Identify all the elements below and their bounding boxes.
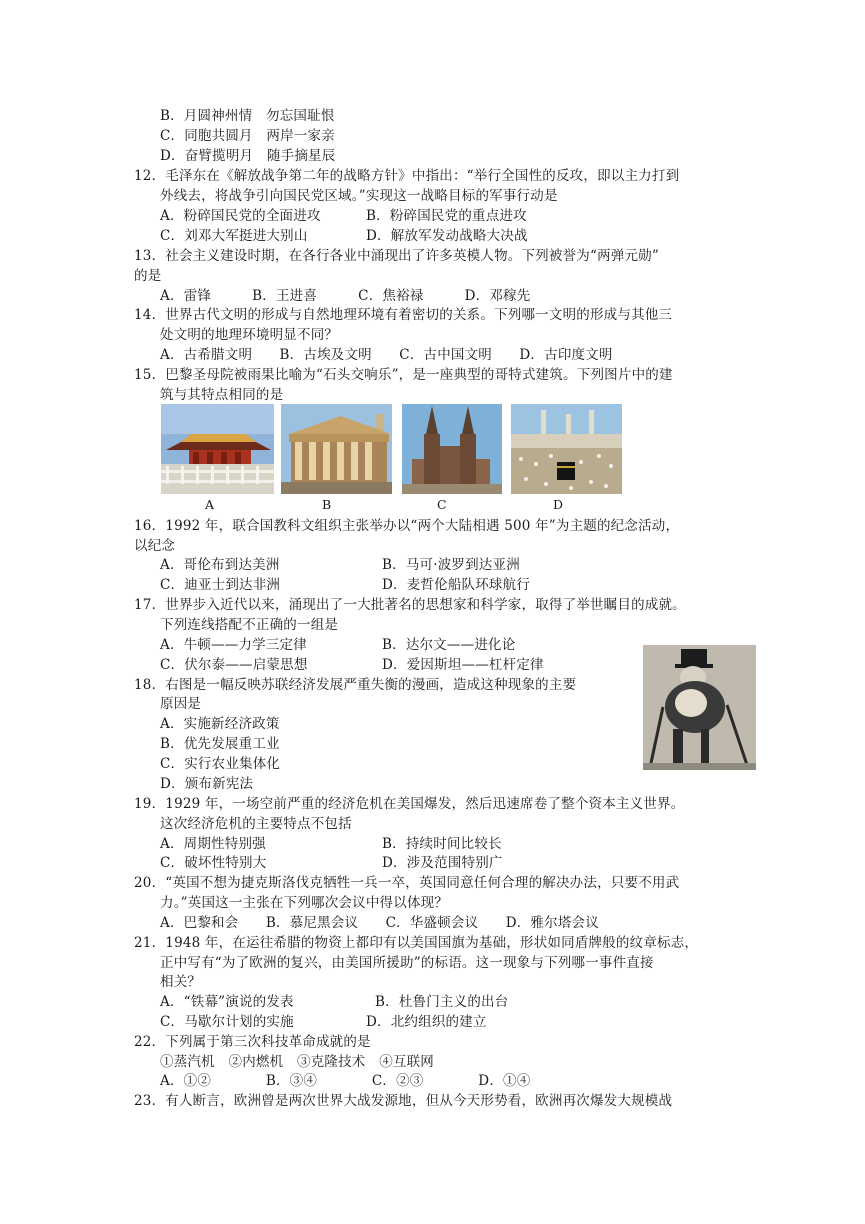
q12-option-c: C．刘邓大军挺进大别山 bbox=[160, 228, 308, 244]
q12-stem-line1: 12．毛泽东在《解放战争第二年的战略方针》中指出：“举行全国性的反攻，即以主力打到 bbox=[134, 168, 680, 184]
q22-items: ①蒸汽机 ②内燃机 ③克隆技术 ④互联网 bbox=[160, 1054, 434, 1070]
q21-option-a: A．“铁幕”演说的发表 bbox=[160, 994, 294, 1010]
q21-stem-line3: 相关？ bbox=[160, 974, 202, 990]
photo-forbidden-city bbox=[161, 404, 274, 494]
q11-option-c: C．同胞共圆月 两岸一家亲 bbox=[160, 128, 335, 144]
photo-mecca-kaaba bbox=[511, 404, 622, 494]
q17-option-d: D．爱因斯坦——杠杆定律 bbox=[382, 657, 544, 673]
image-caption-b: B bbox=[322, 497, 332, 512]
q11-option-d: D．奋臂揽明月 随手摘星辰 bbox=[160, 148, 336, 164]
q12-option-b: B．粉碎国民党的重点进攻 bbox=[366, 208, 527, 224]
q11-option-b: B．月圆神州情 勿忘国耻恨 bbox=[160, 108, 335, 124]
q19-stem-line2: 这次经济危机的主要特点不包括 bbox=[160, 816, 352, 832]
image-caption-d: D bbox=[553, 497, 564, 512]
photo-cologne-cathedral bbox=[402, 404, 502, 494]
q14-options: A．古希腊文明 B．古埃及文明 C．古中国文明 D．古印度文明 bbox=[160, 347, 613, 363]
photo-pantheon bbox=[281, 404, 392, 494]
q18-option-a: A．实施新经济政策 bbox=[160, 716, 280, 732]
q12-option-d: D．解放军发动战略大决战 bbox=[366, 228, 528, 244]
q16-option-b: B．马可·波罗到达亚洲 bbox=[382, 557, 520, 573]
q20-stem-line2: 力。”英国这一主张在下列哪次会议中得以体现？ bbox=[160, 895, 449, 911]
q18-stem-line2: 原因是 bbox=[160, 696, 202, 712]
q21-stem-line1: 21．1948 年，在运往希腊的物资上都印有以美国国旗为基础，形状如同盾牌般的纹章标志， bbox=[134, 935, 699, 951]
q19-option-d: D．涉及范围特别广 bbox=[382, 855, 503, 871]
q17-stem-line1: 17．世界步入近代以来，涌现出了一大批著名的思想家和科学家，取得了举世瞩目的成就。 bbox=[134, 597, 686, 613]
q13-options: A．雷锋 B．王进喜 C．焦裕禄 D．邓稼先 bbox=[160, 288, 531, 304]
q17-option-b: B．达尔文——进化论 bbox=[382, 637, 516, 653]
q16-option-c: C．迪亚士到达非洲 bbox=[160, 577, 281, 593]
q20-stem-line1: 20．“英国不想为捷克斯洛伐克牺牲一兵一卒，英国同意任何合理的解决办法，只要不用武 bbox=[134, 875, 680, 891]
q14-stem-line2: 处文明的地理环境明显不同？ bbox=[160, 327, 339, 343]
q16-option-d: D．麦哲伦船队环球航行 bbox=[382, 577, 531, 593]
q14-stem-line1: 14．世界古代文明的形成与自然地理环境有着密切的关系。下列哪一文明的形成与其他三 bbox=[134, 307, 673, 323]
q15-stem-line1: 15．巴黎圣母院被雨果比喻为“石头交响乐”，是一座典型的哥特式建筑。下列图片中的建 bbox=[134, 367, 673, 383]
q22-options: A．①② B．③④ C．②③ D．①④ bbox=[160, 1073, 531, 1089]
q12-option-a: A．粉碎国民党的全面进攻 bbox=[160, 208, 321, 224]
q13-stem-line1: 13．社会主义建设时期，在各行各业中涌现出了许多英模人物。下列被誉为“两弹元勋” bbox=[134, 248, 659, 264]
q18-option-d: D．颁布新宪法 bbox=[160, 776, 254, 792]
q22-stem: 22．下列属于第三次科技革命成就的是 bbox=[134, 1034, 371, 1050]
q19-stem-line1: 19．1929 年，一场空前严重的经济危机在美国爆发，然后迅速席卷了整个资本主义世界。 bbox=[134, 796, 685, 812]
q13-stem-line2: 的是 bbox=[134, 268, 162, 284]
q12-stem-line2: 外线去，将战争引向国民党区域。”实现这一战略目标的军事行动是 bbox=[160, 188, 558, 204]
q18-option-b: B．优先发展重工业 bbox=[160, 736, 280, 752]
image-caption-a: A bbox=[205, 497, 215, 512]
q20-options: A．巴黎和会 B．慕尼黑会议 C．华盛顿会议 D．雅尔塔会议 bbox=[160, 915, 599, 931]
q19-option-b: B．持续时间比较长 bbox=[382, 836, 502, 852]
q17-option-c: C．伏尔泰——启蒙思想 bbox=[160, 657, 308, 673]
soviet-economy-cartoon bbox=[643, 645, 756, 770]
image-caption-c: C bbox=[437, 497, 447, 512]
q16-option-a: A．哥伦布到达美洲 bbox=[160, 557, 280, 573]
q19-option-a: A．周期性特别强 bbox=[160, 836, 266, 852]
q23-stem-line1: 23．有人断言，欧洲曾是两次世界大战发源地，但从今天形势看，欧洲再次爆发大规模战 bbox=[134, 1093, 673, 1109]
q16-stem-line2: 以纪念 bbox=[134, 538, 176, 554]
q18-option-c: C．实行农业集体化 bbox=[160, 756, 281, 772]
q18-stem-line1: 18．右图是一幅反映苏联经济发展严重失衡的漫画，造成这种现象的主要 bbox=[134, 677, 577, 693]
q21-option-d: D．北约组织的建立 bbox=[366, 1014, 487, 1030]
q16-stem-line1: 16．1992 年，联合国教科文组织主张举办以“两个大陆相遇 500 年”为主题的纪念活动， bbox=[134, 518, 680, 534]
q21-option-b: B．杜鲁门主义的出台 bbox=[375, 994, 509, 1010]
q21-option-c: C．马歇尔计划的实施 bbox=[160, 1014, 294, 1030]
q17-stem-line2: 下列连线搭配不正确的一组是 bbox=[160, 617, 339, 633]
q21-stem-line2: 正中写有“为了欧洲的复兴，由美国所援助”的标语。这一现象与下列哪一事件直接 bbox=[160, 955, 654, 971]
q15-stem-line2: 筑与其特点相同的是 bbox=[160, 387, 284, 403]
q19-option-c: C．破坏性特别大 bbox=[160, 855, 267, 871]
q17-option-a: A．牛顿——力学三定律 bbox=[160, 637, 307, 653]
